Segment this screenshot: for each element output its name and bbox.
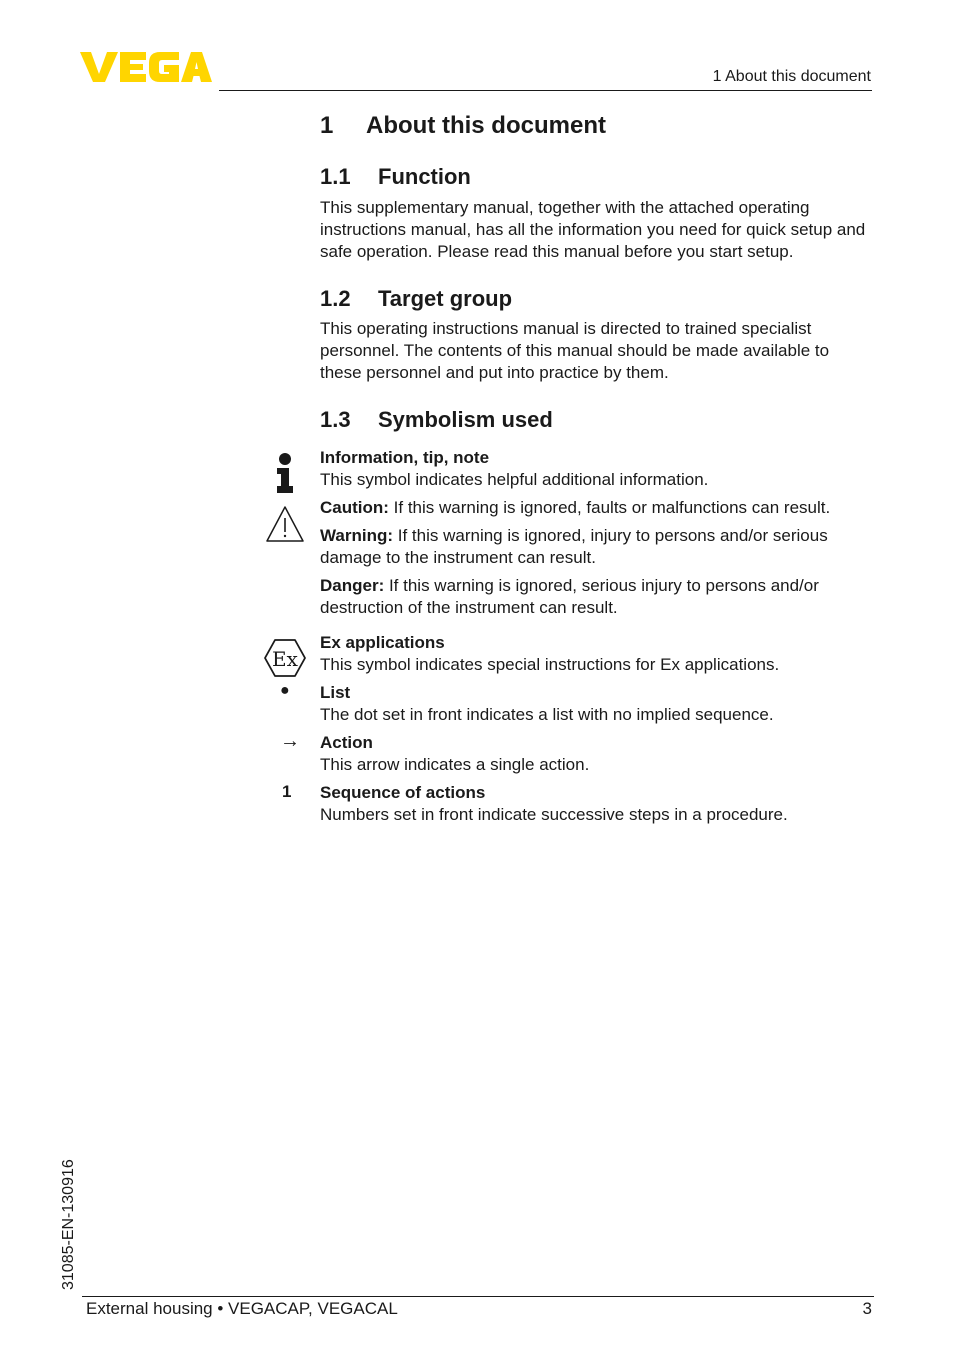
- document-code: 31085-EN-130916: [60, 1159, 77, 1290]
- section-title: Target group: [378, 286, 513, 311]
- header-rule: [219, 90, 872, 91]
- symbol-entry-list: [320, 682, 870, 725]
- section-title: Symbolism used: [378, 407, 553, 432]
- sequence-title: Sequence of actions: [320, 783, 486, 802]
- caution-text: If this warning is ignored, faults or malfunctions can result.: [388, 498, 831, 517]
- action-arrow-icon: →: [280, 730, 300, 752]
- chapter-title: About this document: [366, 112, 606, 139]
- danger-text: If this warning is ignored, serious injury to persons and/or destruction of the instrument can result.: [320, 576, 819, 617]
- warning-text: If this warning is ignored, injury to persons and/or serious damage to the instrument can result.: [320, 526, 828, 567]
- sequence-number-icon: 1: [282, 782, 292, 801]
- section-heading-target-group: [320, 286, 512, 312]
- symbol-entry-sequence: [320, 782, 870, 825]
- section-number: 1.2: [320, 286, 351, 311]
- footer-product: External housing • VEGACAP, VEGACAL: [86, 1299, 398, 1318]
- function-body: This supplementary manual, together with the attached operating instructions manual, has all the information you need for quick setup and safe operation. Please read this manual before you start setup.: [320, 198, 866, 261]
- symbol-entry-info: [320, 447, 870, 490]
- warning-label: Warning:: [320, 526, 394, 545]
- info-title: Information, tip, note: [320, 448, 490, 467]
- info-icon: [272, 452, 298, 494]
- symbol-entry-ex: [320, 632, 870, 675]
- caution-label: Caution:: [320, 498, 389, 517]
- section-heading-function: [320, 164, 471, 190]
- footer-rule: [82, 1296, 874, 1297]
- symbol-entry-warning: [320, 525, 870, 568]
- action-title: Action: [320, 733, 373, 752]
- symbol-entry-caution: [320, 497, 870, 519]
- vega-logo: [80, 50, 212, 84]
- target-group-body: This operating instructions manual is directed to trained specialist personnel. The contents of this manual should be made available to these personnel and put into practice by them.: [320, 319, 830, 382]
- list-bullet-icon: ●: [280, 682, 290, 699]
- ex-hexagon-icon: [264, 638, 306, 678]
- page-number: 3: [862, 1299, 872, 1318]
- symbol-entry-danger: [320, 575, 870, 618]
- symbol-entry-action: [320, 732, 870, 775]
- info-text: This symbol indicates helpful additional information.: [320, 469, 709, 489]
- ex-text: This symbol indicates special instructions for Ex applications.: [320, 654, 780, 674]
- running-header-title: 1 About this document: [712, 68, 871, 85]
- list-text: The dot set in front indicates a list with no implied sequence.: [320, 704, 774, 724]
- chapter-number: 1: [320, 112, 334, 139]
- chapter-heading: [320, 112, 606, 140]
- section-title: Function: [378, 164, 471, 189]
- ex-title: Ex applications: [320, 633, 445, 652]
- section-number: 1.1: [320, 164, 351, 189]
- danger-label: Danger:: [320, 576, 385, 595]
- list-title: List: [320, 683, 351, 702]
- section-number: 1.3: [320, 407, 351, 432]
- sequence-text: Numbers set in front indicate successive steps in a procedure.: [320, 804, 788, 824]
- action-text: This arrow indicates a single action.: [320, 754, 590, 774]
- svg-text:Ex: Ex: [272, 647, 298, 671]
- warning-triangle-icon: [265, 505, 305, 543]
- section-heading-symbolism: [320, 407, 553, 433]
